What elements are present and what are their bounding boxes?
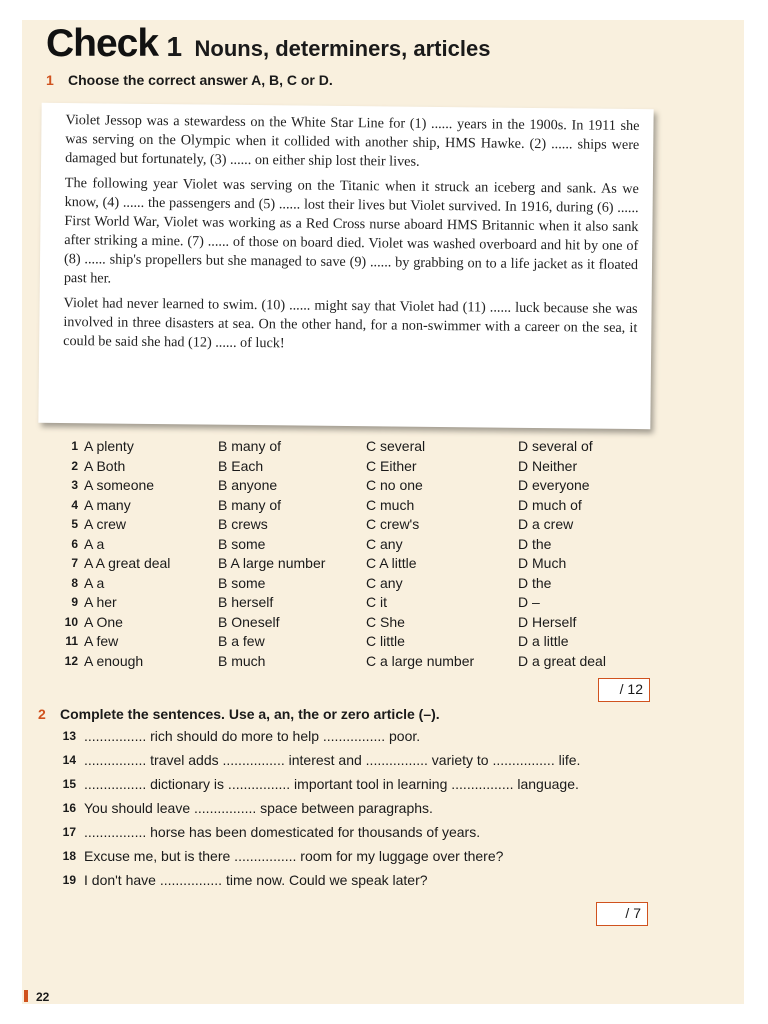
sentence-text[interactable]: ................ horse has been domesticated for thousands of years. [84,824,481,840]
option-c[interactable]: C little [366,633,405,649]
question-number: 7 [71,556,78,570]
question-number: 1 [71,439,78,453]
option-b[interactable]: B much [218,652,266,669]
option-a[interactable]: A someone [84,477,155,493]
exercise-1-instruction: Choose the correct answer A, B, C or D. [68,72,333,88]
reading-text-box [38,103,653,429]
sentence-text[interactable]: ................ travel adds ................ interest and ................ variety to ................ life. [84,752,581,768]
option-b[interactable]: B many of [218,496,282,513]
option-a[interactable]: A a [84,574,105,591]
sentence-text[interactable]: You should leave ................ space between paragraphs. [84,800,433,816]
option-d[interactable]: D a little [518,633,569,649]
sentence-number: 16 [62,801,76,815]
option-c[interactable]: C no one [366,477,423,493]
option-b[interactable]: B some [218,574,266,591]
option-a[interactable]: A many [84,496,131,513]
option-a[interactable]: A Both [84,457,126,474]
option-d[interactable]: D Neither [518,457,578,474]
option-c[interactable]: C any [366,574,403,591]
option-a[interactable]: A One [84,613,123,630]
option-a[interactable]: A A great deal [84,555,171,571]
sentence-number: 19 [62,873,76,887]
question-number: 4 [71,497,78,512]
option-b[interactable]: B a few [218,633,265,649]
sentence-text[interactable]: Excuse me, but is there ................ room for my luggage over there? [84,848,504,864]
option-b[interactable]: B Each [218,457,264,474]
option-b[interactable]: B A large number [218,555,326,571]
option-a[interactable]: A enough [84,652,144,669]
option-d[interactable]: D Herself [518,613,577,630]
page-marker [24,990,28,1002]
reading-paragraph: Violet Jessop was a stewardess on the White Star Line for (1) ...... years in the 1900s. In 1911 she was serving on the Olympic when it collided with another ship, HMS Hawke. (2) ...... ships were damaged but fortunately, (3) ...... on either ship lost their lives. [65,112,640,170]
question-number: 5 [71,517,78,531]
option-c[interactable]: C Either [366,457,417,474]
option-d[interactable]: D – [518,594,540,610]
option-b[interactable]: B crews [218,516,268,532]
option-b[interactable]: B many of [218,438,282,454]
exercise-1-number: 1 [46,72,54,88]
exercise-2-number: 2 [38,706,46,722]
option-a[interactable]: A a [84,535,105,552]
question-number: 2 [71,458,78,473]
option-c[interactable]: C any [366,535,403,552]
option-a[interactable]: A plenty [84,438,134,454]
question-number: 11 [65,634,78,648]
question-number: 10 [64,614,78,629]
workbook-page [22,20,744,1004]
option-d[interactable]: D much of [518,496,582,513]
option-d[interactable]: D the [518,535,552,552]
exercise-2-heading [38,706,440,722]
option-a[interactable]: A crew [84,516,127,532]
option-d[interactable]: D everyone [518,477,590,493]
option-d[interactable]: D a crew [518,516,574,532]
option-c[interactable]: C a large number [366,652,475,669]
check-label: Check [46,22,159,65]
option-b[interactable]: B herself [218,594,274,610]
option-c[interactable]: C A little [366,555,417,571]
check-number: 1 [166,31,183,62]
option-c[interactable]: C it [366,594,387,610]
option-c[interactable]: C crew's [366,516,420,532]
option-d[interactable]: D the [518,574,552,591]
sentence-number: 18 [62,849,76,863]
exercise-1-score-box[interactable]: / 12 [598,678,650,702]
sentence-number: 13 [62,729,76,743]
option-a[interactable]: A her [84,594,117,610]
exercise-2-instruction: Complete the sentences. Use a, an, the or zero article (–). [60,706,440,722]
option-c[interactable]: C She [366,613,405,630]
page-number: 22 [36,990,50,1004]
option-d[interactable]: D Much [518,555,567,571]
reading-paragraph: Violet had never learned to swim. (10) ...... might say that Violet had (11) ...... luck because she was involved in three disasters at sea. On the other hand, for a non-swimmer with a career on the sea, it could be said she had (12) ...... of luck! [63,295,638,352]
sentence-text[interactable]: ................ rich should do more to help ................ poor. [84,728,421,744]
option-b[interactable]: B anyone [218,477,278,493]
option-c[interactable]: C several [366,438,426,454]
page-title [46,22,490,66]
option-c[interactable]: C much [366,496,415,513]
sentence-text[interactable]: I don't have ................ time now. Could we speak later? [84,872,428,888]
sentence-number: 15 [62,777,76,791]
option-a[interactable]: A few [84,633,119,649]
question-number: 9 [71,595,78,609]
sentence-number: 17 [62,825,76,839]
option-b[interactable]: B some [218,535,266,552]
option-d[interactable]: D several of [518,438,593,454]
sentence-number: 14 [62,753,76,767]
unit-title: Nouns, determiners, articles [194,36,491,61]
question-number: 8 [71,575,78,590]
question-number: 3 [71,478,78,492]
exercise-2-score-box[interactable]: / 7 [596,902,648,926]
question-number: 12 [64,653,78,668]
question-number: 6 [71,536,78,551]
option-d[interactable]: D a great deal [518,652,606,669]
sentence-text[interactable]: ................ dictionary is ................ important tool in learning ................ language. [84,776,579,792]
option-b[interactable]: B Oneself [218,613,280,630]
reading-paragraph: The following year Violet was serving on the Titanic when it struck an iceberg and sank. As we know, (4) ...... the passengers and (5) ...... lost their lives but Violet survived. In 1916, during (6) ...... First World War, Violet was working as a Red Cross nurse aboard HMS Britannic when it also sank after striking a mine. (7) ...... of those on board died. Violet was washed overboard and hit by one of (8) ...... ship's propellers but she managed to save (9) ...... by grabbing on to a life jacket as it floated past her. [63,175,639,287]
exercise-1-heading [46,72,333,88]
